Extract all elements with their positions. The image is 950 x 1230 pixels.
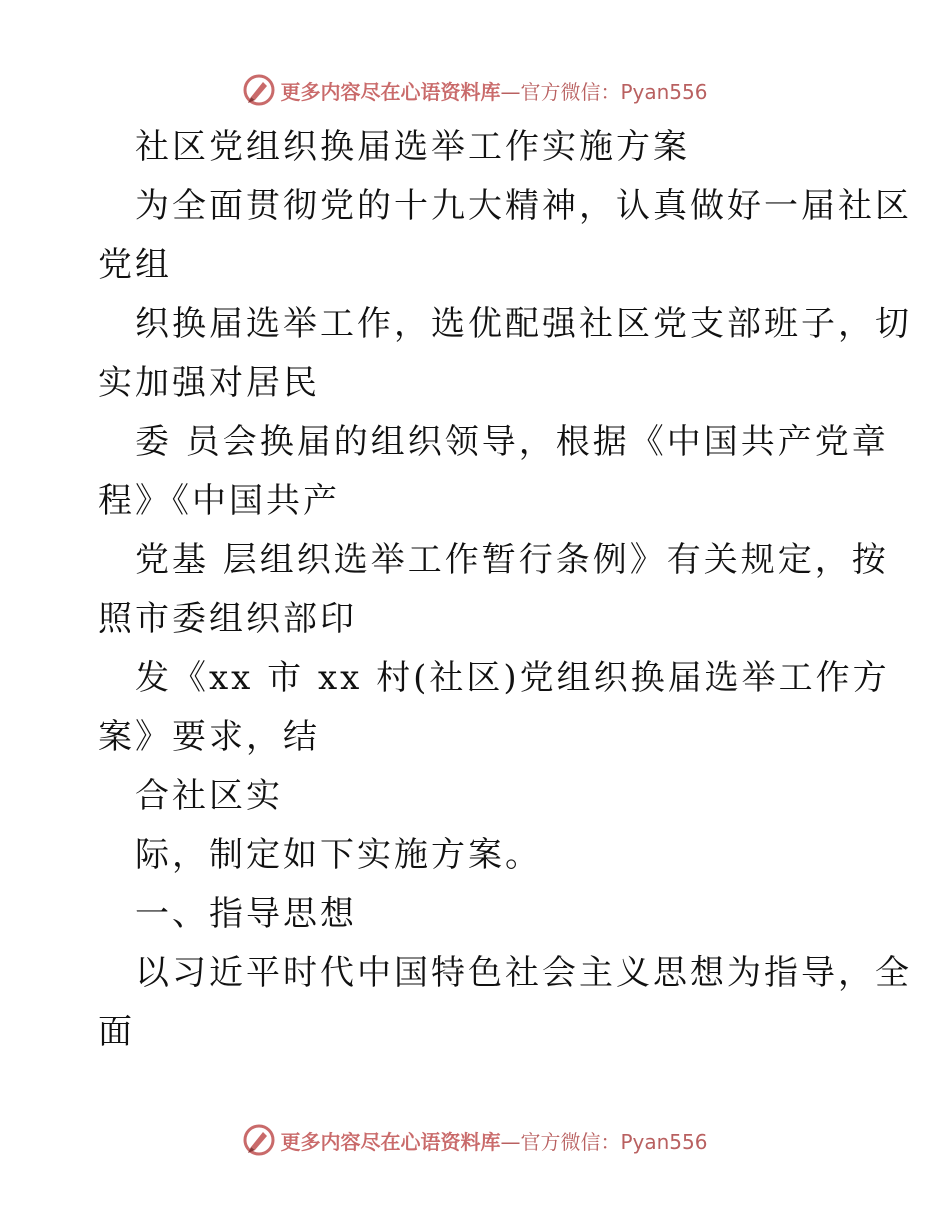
banner-text	[280, 76, 707, 105]
text-line: 发《xx 市 xx 村(社区)党组织换届选举工作方	[135, 658, 890, 698]
document-title: 社区党组织换届选举工作实施方案	[135, 127, 690, 167]
banner-sub-text: —官方微信：Pyan556	[500, 1129, 708, 1154]
banner-main-text: 更多内容尽在心语资料库	[280, 79, 501, 104]
text-line: 程》《中国共产	[98, 481, 340, 521]
banner-main-text: 更多内容尽在心语资料库	[280, 1129, 501, 1154]
header-watermark-banner	[0, 70, 950, 110]
text-line: 委 员会换届的组织领导，根据《中国共产党章	[135, 422, 889, 462]
text-line: 为全面贯彻党的十九大精神，认真做好一届社区	[135, 186, 912, 226]
text-line: 以习近平时代中国特色社会主义思想为指导，全	[135, 953, 912, 993]
text-line: 案》要求，结	[98, 717, 320, 757]
text-line: 照市委组织部印	[98, 599, 357, 639]
text-line: 际，制定如下实施方案。	[135, 835, 542, 875]
document-body	[98, 118, 912, 1062]
pen-logo-icon	[242, 1123, 276, 1157]
text-line: 党基 层组织选举工作暂行条例》有关规定，按	[135, 540, 889, 580]
pen-logo-icon	[242, 73, 276, 107]
section-heading: 一、指导思想	[135, 894, 357, 934]
text-line: 面	[98, 1012, 135, 1052]
text-line: 实加强对居民	[98, 363, 320, 403]
text-line: 织换届选举工作，选优配强社区党支部班子，切	[135, 304, 912, 344]
banner-text	[280, 1126, 707, 1155]
text-line: 党组	[98, 245, 172, 285]
text-line: 合社区实	[135, 776, 283, 816]
banner-sub-text: —官方微信：Pyan556	[500, 79, 708, 104]
footer-watermark-banner	[0, 1120, 950, 1160]
